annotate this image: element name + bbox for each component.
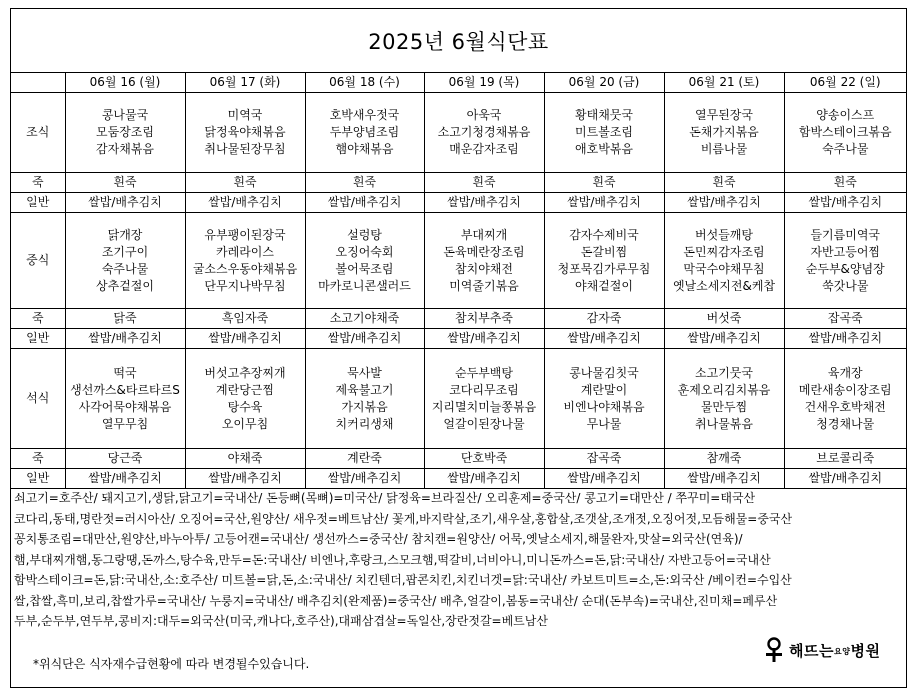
- day-header: 06월 18 (수): [305, 73, 424, 93]
- breakfast-label: 조식: [11, 93, 65, 173]
- menu-item: 아욱국: [466, 108, 502, 122]
- menu-item: 탕수육: [227, 399, 263, 414]
- origin-note-line: 함박스테이크=돈,닭:국내산,소:호주산/ 미트볼=닭,돈,소:국내산/ 치킨텐더,팝콘치킨,치킨너겟=닭:국내산/ 카보트미트=소,돈:외국산 /베이컨=수입산: [14, 573, 792, 587]
- regular-item: 쌀밥/배추김치: [664, 329, 784, 349]
- dinner-menu-cell: [784, 349, 906, 449]
- regular-item: 쌀밥/배추김치: [784, 329, 906, 349]
- porridge-item: 닭죽: [65, 309, 185, 329]
- breakfast-menu-cell: [65, 93, 185, 173]
- porridge-item: 흰죽: [424, 173, 544, 193]
- regular-item: 쌀밥/배추김치: [424, 469, 544, 489]
- regular-item: 쌀밥/배추김치: [65, 193, 185, 213]
- footnote: *위식단은 식자재수급현황에 따라 변경될수있습니다.: [33, 657, 310, 671]
- lunch-menu-cell: [424, 213, 544, 309]
- breakfast-main-row: [11, 93, 906, 173]
- menu-item: 닭정육야채볶음: [204, 125, 286, 139]
- porridge-item: 흰죽: [65, 173, 185, 193]
- regular-item: 쌀밥/배추김치: [784, 469, 906, 489]
- menu-item: 콩나물김칫국: [569, 365, 639, 380]
- menu-item: 호박새우젓국: [329, 108, 400, 122]
- porridge-item: 참깨죽: [664, 449, 784, 469]
- menu-item: 소고기뭇국: [695, 365, 753, 380]
- menu-item: 유부팽이된장국: [204, 227, 286, 242]
- menu-item: 청포묵김가루무침: [557, 261, 651, 276]
- lunch-menu-cell: [664, 213, 784, 309]
- regular-item: 쌀밥/배추김치: [664, 193, 784, 213]
- porridge-item: 당근죽: [65, 449, 185, 469]
- menu-item: 가지볶음: [341, 399, 388, 414]
- menu-item: 매운감자조림: [449, 142, 519, 156]
- regular-item: 쌀밥/배추김치: [305, 469, 424, 489]
- porridge-item: 브로콜리죽: [784, 449, 906, 469]
- menu-item: 막국수야채무침: [683, 261, 765, 276]
- menu-item: 물만두찜: [700, 399, 748, 414]
- menu-item: 애호박볶음: [575, 142, 633, 156]
- regular-item: 쌀밥/배추김치: [185, 193, 305, 213]
- regular-item: 쌀밥/배추김치: [185, 469, 305, 489]
- menu-item: 순두부백탕: [455, 365, 513, 380]
- lunch-menu-cell: [185, 213, 305, 309]
- dinner-label: 석식: [11, 349, 65, 449]
- menu-item: 함박스테이크볶음: [798, 125, 892, 139]
- hospital-name-suffix: 병원: [850, 641, 881, 660]
- menu-item: 취나물된장무침: [204, 142, 286, 156]
- dinner-porridge-label: 죽: [11, 449, 65, 469]
- regular-item: 쌀밥/배추김치: [544, 469, 664, 489]
- menu-item: 부대찌개: [460, 227, 508, 242]
- hospital-logo: [763, 637, 880, 663]
- menu-item: 양송이스프: [816, 108, 875, 122]
- origin-note-line: 꽁치통조림=대만산,원양산,바누아투/ 고등어캔=국내산/ 생선까스=중국산/ 참치캔=원양산/ 어묵,옛날소세지,해물완자,맛살=외국산(연육)/: [14, 532, 743, 546]
- origin-note-line: 쌀,찹쌀,흑미,보리,찹쌀가루=국내산/ 누룽지=국내산/ 배추김치(완제품)=중국산/ 배추,얼갈이,봄동=국내산/ 순대(돈부속)=국내산,진미채=페루산: [14, 593, 778, 608]
- porridge-item: 야채죽: [185, 449, 305, 469]
- dinner-menu-cell: [544, 349, 664, 449]
- day-header: 06월 16 (월): [65, 73, 185, 93]
- lunch-menu-cell: [544, 213, 664, 309]
- regular-item: 쌀밥/배추김치: [305, 193, 424, 213]
- regular-item: 쌀밥/배추김치: [664, 469, 784, 489]
- porridge-item: 잡곡죽: [784, 309, 906, 329]
- lunch-label: 중식: [11, 213, 65, 309]
- menu-item: 야채겉절이: [575, 278, 633, 293]
- regular-item: 쌀밥/배추김치: [424, 193, 544, 213]
- menu-item: 상추겉절이: [96, 278, 154, 293]
- menu-item: 돈민찌감자조림: [683, 244, 765, 259]
- menu-item: 건새우호박채전: [804, 399, 886, 414]
- menu-item: 미트볼조림: [575, 125, 633, 139]
- hospital-name-main: 해뜨는: [789, 641, 834, 660]
- dinner-menu-cell: [65, 349, 185, 449]
- menu-item: 계란말이: [580, 382, 628, 397]
- breakfast-regular-row: [11, 193, 906, 213]
- breakfast-menu-cell: [424, 93, 544, 173]
- menu-item: 모둠장조림: [96, 125, 154, 139]
- day-header: 06월 17 (화): [185, 73, 305, 93]
- breakfast-menu-cell: [664, 93, 784, 173]
- menu-item: 떡국: [113, 365, 137, 380]
- menu-item: 들기름미역국: [810, 227, 881, 242]
- menu-item: 오이무침: [221, 416, 269, 431]
- menu-item: 쑥갓나물: [822, 278, 869, 293]
- dinner-main-row: [11, 349, 906, 449]
- menu-item: 오징어숙회: [335, 244, 394, 259]
- porridge-item: 흑임자죽: [185, 309, 305, 329]
- menu-item: 햄야채볶음: [335, 142, 394, 156]
- day-header: 06월 22 (일): [784, 73, 906, 93]
- menu-item: 조기구이: [101, 244, 149, 259]
- lunch-regular-row: [11, 329, 906, 349]
- menu-item: 순두부&양념장: [805, 261, 885, 276]
- menu-item: 코다리무조림: [449, 382, 519, 397]
- lunch-porridge-label: 죽: [11, 309, 65, 329]
- menu-item: 지리멸치미늘쫑볶음: [431, 399, 537, 414]
- regular-item: 쌀밥/배추김치: [305, 329, 424, 349]
- menu-item: 미역줄기볶음: [449, 278, 519, 293]
- menu-item: 버섯들깨탕: [695, 227, 753, 242]
- porridge-item: 잡곡죽: [544, 449, 664, 469]
- menu-item: 소고기청경채볶음: [437, 125, 531, 139]
- lunch-porridge-row: [11, 309, 906, 329]
- page-title: 2025년 6월식단표: [11, 9, 906, 73]
- breakfast-menu-cell: [185, 93, 305, 173]
- menu-item: 육개장: [827, 365, 863, 380]
- menu-item: 돈채가지볶음: [689, 125, 759, 139]
- regular-item: 쌀밥/배추김치: [424, 329, 544, 349]
- dinner-menu-cell: [424, 349, 544, 449]
- menu-item: 카레라이스: [216, 244, 274, 259]
- regular-item: 쌀밥/배추김치: [784, 193, 906, 213]
- menu-item: 사각어묵야채볶음: [78, 399, 172, 414]
- menu-item: 단무지나박무침: [204, 278, 286, 293]
- menu-item: 볼어묵조림: [335, 261, 394, 276]
- dinner-porridge-row: [11, 449, 906, 469]
- porridge-item: 흰죽: [544, 173, 664, 193]
- menu-item: 생선까스&타르타르S: [70, 382, 180, 397]
- menu-item: 취나물볶음: [695, 416, 753, 431]
- breakfast-porridge-label: 죽: [11, 173, 65, 193]
- regular-item: 쌀밥/배추김치: [544, 193, 664, 213]
- porridge-item: 흰죽: [784, 173, 906, 193]
- day-header: 06월 20 (금): [544, 73, 664, 93]
- porridge-item: 계란죽: [305, 449, 424, 469]
- menu-item: 돈육메란장조림: [443, 244, 525, 259]
- menu-item: 청경채나물: [816, 416, 875, 431]
- hospital-name-small: 요양: [833, 646, 851, 656]
- breakfast-porridge-row: [11, 173, 906, 193]
- day-header-row: [11, 73, 906, 93]
- menu-item: 묵사발: [347, 365, 382, 380]
- origin-notes: [11, 488, 906, 632]
- porridge-item: 참치부추죽: [424, 309, 544, 329]
- menu-item: 자반고등어찜: [810, 244, 881, 259]
- menu-item: 설렁탕: [347, 227, 382, 242]
- dinner-menu-cell: [305, 349, 424, 449]
- regular-item: 쌀밥/배추김치: [65, 469, 185, 489]
- lunch-menu-cell: [65, 213, 185, 309]
- menu-item: 감자수제비국: [569, 227, 639, 242]
- lunch-regular-label: 일반: [11, 329, 65, 349]
- origin-note-line: 두부,순두부,연두부,콩비지:대두=외국산(미국,캐나다,호주산),대패삼겹살=독일산,장란젓갈=베트남산: [14, 614, 548, 628]
- menu-item: 돈갈비찜: [580, 244, 628, 259]
- regular-item: 쌀밥/배추김치: [65, 329, 185, 349]
- porridge-item: 흰죽: [664, 173, 784, 193]
- menu-item: 미역국: [227, 108, 263, 122]
- menu-item: 무나물: [586, 416, 622, 431]
- menu-item: 닭개장: [107, 227, 143, 242]
- menu-sheet: [10, 8, 907, 688]
- menu-item: 콩나물국: [101, 108, 149, 122]
- porridge-item: 단호박죽: [424, 449, 544, 469]
- menu-item: 열무된장국: [695, 108, 753, 122]
- lunch-menu-cell: [305, 213, 424, 309]
- menu-item: 옛날소세지전&케찹: [672, 278, 776, 293]
- dinner-menu-cell: [185, 349, 305, 449]
- porridge-item: 감자죽: [544, 309, 664, 329]
- dinner-menu-cell: [664, 349, 784, 449]
- menu-item: 버섯고추장찌개: [204, 365, 286, 380]
- menu-item: 마카로니콘샐러드: [318, 278, 411, 293]
- lunch-main-row: [11, 213, 906, 309]
- origin-note-line: 쇠고기=호주산/ 돼지고기,생닭,닭고기=국내산/ 돈등뼈(목뼈)=미국산/ 닭정육=브라질산/ 오리훈제=중국산/ 콩고기=대만산 / 쭈꾸미=태국산: [14, 491, 756, 505]
- lunch-menu-cell: [784, 213, 906, 309]
- porridge-item: 버섯죽: [664, 309, 784, 329]
- porridge-item: 흰죽: [185, 173, 305, 193]
- menu-table: [11, 72, 906, 489]
- menu-item: 비름나물: [700, 142, 748, 156]
- hospital-emblem-icon: [763, 637, 785, 663]
- breakfast-regular-label: 일반: [11, 193, 65, 213]
- hospital-name: [789, 640, 880, 661]
- origin-note-line: 햄,부대찌개햄,동그랑땡,돈까스,탕수육,만두=돈:국내산/ 비엔나,후랑크,스모크햄,떡갈비,너비아니,미니돈까스=돈,닭:국내산/ 자반고등어=국내산: [14, 552, 771, 567]
- dinner-regular-label: 일반: [11, 469, 65, 489]
- menu-item: 굴소스우동야채볶음: [192, 261, 298, 276]
- menu-item: 숙주나물: [822, 142, 869, 156]
- day-header: 06월 21 (토): [664, 73, 784, 93]
- porridge-item: 흰죽: [305, 173, 424, 193]
- breakfast-menu-cell: [305, 93, 424, 173]
- menu-item: 참치야채전: [455, 261, 513, 276]
- menu-item: 제육불고기: [335, 382, 394, 397]
- menu-item: 얼갈이된장나물: [443, 416, 525, 431]
- menu-item: 숙주나물: [101, 261, 149, 276]
- breakfast-menu-cell: [544, 93, 664, 173]
- day-header: 06월 19 (목): [424, 73, 544, 93]
- menu-item: 두부양념조림: [329, 125, 400, 139]
- menu-item: 계란당근찜: [216, 382, 274, 397]
- porridge-item: 소고기야채죽: [305, 309, 424, 329]
- corner-cell: [11, 73, 65, 93]
- menu-item: 훈제오리김치볶음: [677, 382, 771, 397]
- regular-item: 쌀밥/배추김치: [185, 329, 305, 349]
- menu-item: 메란새송이장조림: [798, 382, 892, 397]
- menu-item: 열무무침: [101, 416, 149, 431]
- menu-item: 비엔나야채볶음: [563, 399, 645, 414]
- breakfast-menu-cell: [784, 93, 906, 173]
- menu-item: 황태채뭇국: [575, 108, 633, 122]
- regular-item: 쌀밥/배추김치: [544, 329, 664, 349]
- dinner-regular-row: [11, 469, 906, 489]
- origin-note-line: 코다리,동태,명란젓=러시아산/ 오징어=국산,원양산/ 새우젓=베트남산/ 꽃게,바지락살,조기,새우살,홍합살,조갯살,조개젓,오징어젓,모듬해물=중국산: [14, 511, 793, 526]
- menu-item: 치커리생채: [335, 416, 394, 431]
- menu-item: 감자채볶음: [96, 142, 154, 156]
